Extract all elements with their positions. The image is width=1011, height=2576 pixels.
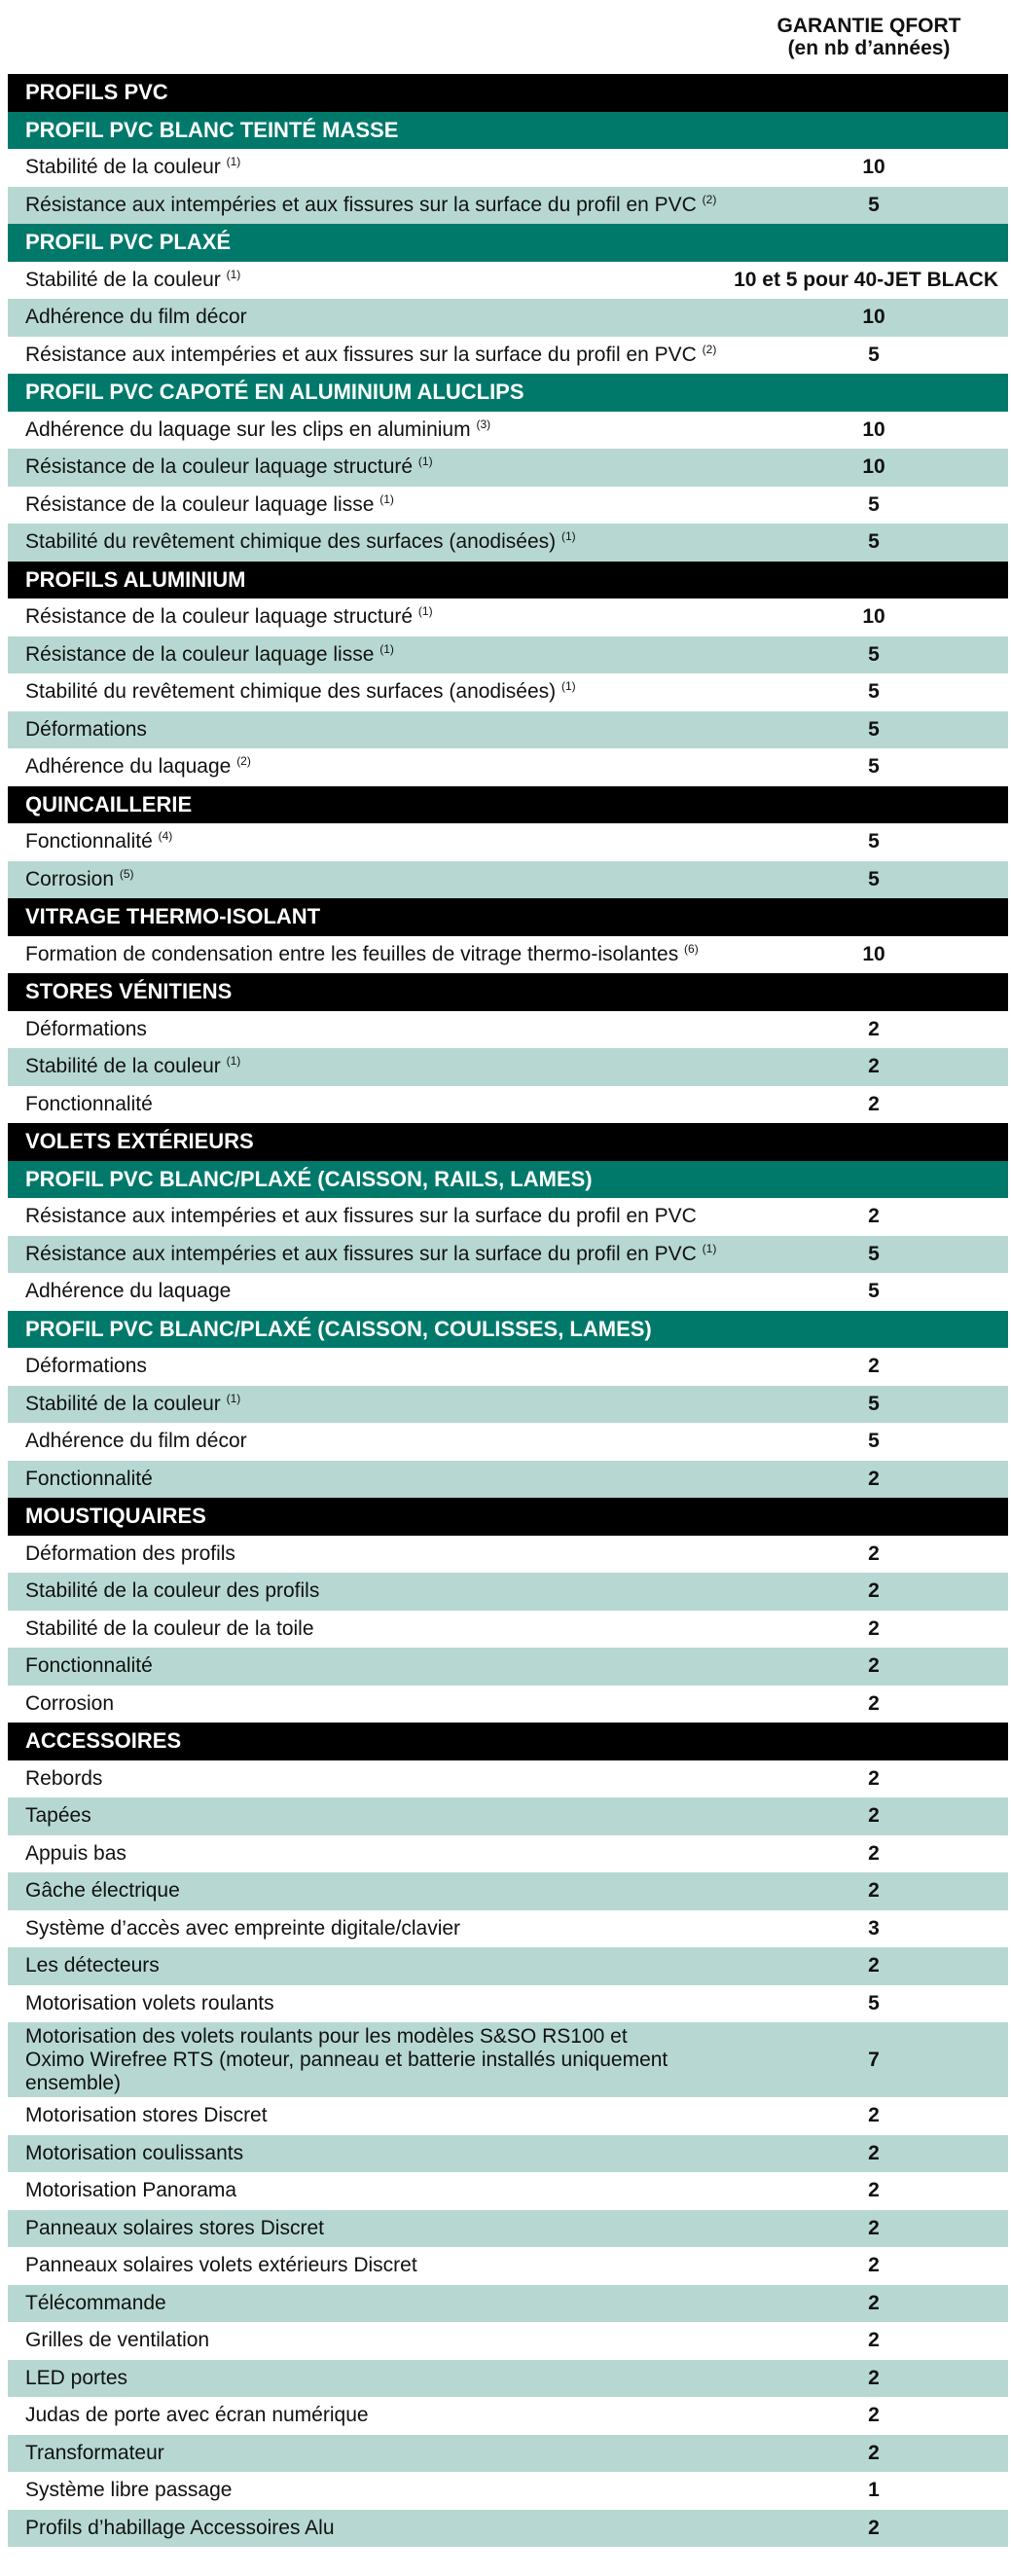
table-row <box>8 861 1008 899</box>
warranty-years-value: 5 <box>868 193 880 216</box>
table-row <box>8 1461 1008 1499</box>
row-label-text: Stabilité de la couleur <box>25 268 221 291</box>
section-header <box>8 898 1008 936</box>
row-label <box>25 1093 687 1116</box>
row-label-text: Panneaux solaires stores Discret <box>25 2216 324 2239</box>
warranty-years-value: 5 <box>868 1280 880 1303</box>
table-row <box>8 2322 1008 2360</box>
footnote-ref: (1) <box>417 454 433 469</box>
warranty-column-title <box>723 15 1011 59</box>
row-label <box>25 1804 687 1828</box>
row-label-text: Rebords <box>25 1766 103 1790</box>
table-row <box>8 673 1008 711</box>
subsection-label: PROFIL PVC CAPOTÉ EN ALUMINIUM ALUCLIPS <box>25 380 524 405</box>
footnote-ref: (1) <box>226 155 241 169</box>
warranty-years-value: 2 <box>868 1841 880 1865</box>
row-label-text: Fonctionnalité <box>25 1092 153 1115</box>
row-label <box>25 2254 687 2277</box>
row-label <box>25 680 687 704</box>
row-label-text: Stabilité de la couleur <box>25 1055 221 1078</box>
row-label <box>25 2479 687 2502</box>
row-label <box>25 269 687 292</box>
row-label <box>25 493 687 517</box>
table-row <box>8 1086 1008 1124</box>
row-label <box>25 192 717 217</box>
table-row <box>8 1947 1008 1985</box>
row-label <box>25 2367 687 2390</box>
warranty-years-value: 2 <box>868 2179 880 2202</box>
row-label <box>25 605 687 629</box>
warranty-years-value: 1 <box>868 2479 880 2502</box>
row-label-text: Résistance aux intempéries et aux fissures sur la surface du profil en PVC <box>25 1242 697 1265</box>
row-label <box>25 1917 687 1941</box>
warranty-table <box>8 74 1008 2547</box>
table-row <box>8 1423 1008 1461</box>
section-header <box>8 1723 1008 1760</box>
row-label <box>25 1992 687 2015</box>
warranty-years-value: 2 <box>868 2104 880 2127</box>
warranty-years-value: 2 <box>868 2216 880 2239</box>
section-header <box>8 74 1008 112</box>
row-label <box>25 2292 687 2315</box>
table-row <box>8 748 1008 786</box>
table-row <box>8 2247 1008 2285</box>
row-label <box>25 1241 717 1266</box>
row-label <box>25 1954 687 1977</box>
table-row <box>8 1835 1008 1873</box>
table-row <box>8 187 1008 225</box>
row-label <box>25 2329 687 2352</box>
row-label <box>25 1393 687 1416</box>
footnote-ref: (6) <box>684 941 699 956</box>
section-label: PROFILS PVC <box>25 80 168 105</box>
row-label <box>25 1692 687 1716</box>
row-label <box>25 530 687 554</box>
warranty-years-value: 2 <box>868 2291 880 2314</box>
row-label-text: Gâche électrique <box>25 1879 180 1903</box>
warranty-years-value: 10 <box>862 455 885 479</box>
warranty-years-value: 5 <box>868 492 880 516</box>
table-row <box>8 2397 1008 2435</box>
warranty-years-value: 5 <box>868 755 880 779</box>
row-label-text: Déformation des profils <box>25 1542 235 1565</box>
row-label-text: Résistance de la couleur laquage structuré <box>25 455 414 479</box>
row-label-text: Motorisation volets roulants <box>25 1991 274 2014</box>
row-label <box>25 2142 687 2165</box>
warranty-years-value: 10 <box>862 942 885 965</box>
row-label-text: Résistance de la couleur laquage structuré <box>25 605 414 629</box>
row-label-text: Adhérence du laquage sur les clips en aluminium <box>25 417 471 441</box>
warranty-title-line2: (en nb d’années) <box>787 37 951 59</box>
row-label <box>25 2104 687 2127</box>
row-label-text: Tapées <box>25 1804 91 1828</box>
table-row <box>8 936 1008 974</box>
warranty-years-value: 2 <box>868 2366 880 2389</box>
row-label <box>25 1205 697 1228</box>
row-label-text: Fonctionnalité <box>25 830 153 853</box>
row-label-text: Résistance aux intempéries et aux fissures sur la surface du profil en PVC <box>25 1205 697 1228</box>
table-row <box>8 449 1008 487</box>
row-label <box>25 342 717 367</box>
warranty-years-value: 2 <box>868 1654 880 1678</box>
subsection-header <box>8 112 1008 150</box>
table-row <box>8 2472 1008 2510</box>
section-label: STORES VÉNITIENS <box>25 979 233 1004</box>
subsection-label: PROFIL PVC PLAXÉ <box>25 230 232 255</box>
footnote-ref: (1) <box>702 1241 717 1255</box>
footnote-ref: (2) <box>702 342 717 356</box>
row-label-text: Fonctionnalité <box>25 1467 153 1490</box>
table-row <box>8 299 1008 337</box>
row-label <box>25 643 687 667</box>
subsection-header <box>8 1311 1008 1349</box>
section-label: PROFILS ALUMINIUM <box>25 566 246 592</box>
row-label-text: Stabilité du revêtement chimique des surfaces (anodisées) <box>25 680 557 704</box>
table-row <box>8 1760 1008 1798</box>
table-row <box>8 262 1008 300</box>
row-label <box>25 2179 687 2202</box>
row-label-text: Déformations <box>25 717 147 741</box>
row-label-text: Stabilité du revêtement chimique des surfaces (anodisées) <box>25 530 557 554</box>
warranty-years-value: 2 <box>868 1467 880 1490</box>
row-label <box>25 830 687 853</box>
row-label-text: Appuis bas <box>25 1841 126 1865</box>
row-label-text: Stabilité de la couleur de la toile <box>25 1616 314 1640</box>
row-label <box>25 1055 687 1078</box>
table-row <box>8 1273 1008 1311</box>
table-row <box>8 711 1008 749</box>
table-row <box>8 1910 1008 1948</box>
warranty-years-value: 2 <box>868 1954 880 1977</box>
warranty-years-value: 2 <box>868 2254 880 2277</box>
row-label-text: Résistance aux intempéries et aux fissures sur la surface du profil en PVC <box>25 193 697 216</box>
warranty-years-value: 5 <box>868 343 880 366</box>
section-header <box>8 786 1008 824</box>
row-label <box>25 1842 687 1866</box>
row-label-text: Stabilité de la couleur des profils <box>25 1579 320 1603</box>
section-label: VOLETS EXTÉRIEURS <box>25 1129 254 1154</box>
footnote-ref: (5) <box>119 866 134 881</box>
warranty-years-value: 2 <box>868 1691 880 1715</box>
row-label <box>25 1767 687 1791</box>
row-label-text: Judas de porte avec écran numérique <box>25 2404 369 2427</box>
warranty-years-value: 5 <box>868 680 880 704</box>
table-row <box>8 1573 1008 1611</box>
row-label <box>25 156 687 179</box>
warranty-years-value: 10 <box>862 306 885 329</box>
warranty-years-value: 2 <box>868 2441 880 2464</box>
warranty-years-value: 5 <box>868 717 880 741</box>
row-label-text: Adhérence du film décor <box>25 306 247 329</box>
footnote-ref: (1) <box>226 267 241 281</box>
table-row <box>8 1872 1008 1910</box>
row-label-text: Motorisation Panorama <box>25 2179 237 2202</box>
warranty-years-value: 10 <box>862 605 885 629</box>
row-label-text: Résistance de la couleur laquage lisse <box>25 492 375 516</box>
table-row <box>8 1648 1008 1686</box>
warranty-years-value: 2 <box>868 2141 880 2164</box>
footnote-ref: (4) <box>158 829 173 844</box>
section-label: ACCESSOIRES <box>25 1728 182 1754</box>
row-label-text: Formation de condensation entre les feuilles de vitrage thermo-isolantes <box>25 942 679 965</box>
row-label <box>25 1280 687 1303</box>
table-row <box>8 1011 1008 1049</box>
row-label-text: Les détecteurs <box>25 1954 160 1977</box>
section-header <box>8 1123 1008 1161</box>
row-label-text: Télécommande <box>25 2291 166 2314</box>
table-row <box>8 1611 1008 1649</box>
table-row <box>8 2435 1008 2473</box>
warranty-years-value: 5 <box>868 1242 880 1265</box>
table-header <box>8 0 1009 71</box>
row-label-text: Transformateur <box>25 2441 164 2464</box>
row-label <box>25 2025 687 2095</box>
footnote-ref: (1) <box>560 679 576 694</box>
row-label-text: Motorisation des volets roulants pour les modèles S&SO RS100 et Oximo Wirefree RTS (moteur, panneau et batterie installés uniquement ensemble) <box>25 2024 668 2094</box>
table-row <box>8 636 1008 674</box>
table-row <box>8 2510 1008 2548</box>
row-label-text: Stabilité de la couleur <box>25 156 221 179</box>
row-label <box>25 306 687 329</box>
table-row <box>8 2172 1008 2210</box>
footnote-ref: (2) <box>236 754 251 769</box>
footnote-ref: (1) <box>379 641 394 656</box>
subsection-label: PROFIL PVC BLANC/PLAXÉ (CAISSON, COULISSES, LAMES) <box>25 1316 652 1341</box>
table-row <box>8 2022 1008 2097</box>
warranty-years-value: 2 <box>868 1055 880 1078</box>
warranty-years-value: 5 <box>868 867 880 890</box>
row-label <box>25 1018 687 1041</box>
subsection-label: PROFIL PVC BLANC TEINTÉ MASSE <box>25 117 399 142</box>
row-label <box>25 2442 687 2465</box>
section-header <box>8 1498 1008 1536</box>
warranty-years-value: 2 <box>868 1017 880 1040</box>
row-label <box>25 1430 687 1453</box>
warranty-years-value: 3 <box>868 1916 880 1940</box>
footnote-ref: (1) <box>226 1391 241 1405</box>
warranty-years-value: 2 <box>868 1205 880 1228</box>
footnote-ref: (1) <box>379 491 394 506</box>
table-row <box>8 2360 1008 2398</box>
row-label <box>25 941 699 966</box>
table-row <box>8 1797 1008 1835</box>
warranty-years-value: 2 <box>868 1616 880 1640</box>
row-label <box>25 1468 687 1491</box>
section-label: QUINCAILLERIE <box>25 791 193 816</box>
row-label-text: Motorisation coulissants <box>25 2141 244 2164</box>
row-label-text: Motorisation stores Discret <box>25 2104 268 2127</box>
footnote-ref: (1) <box>417 604 433 619</box>
subsection-header <box>8 374 1008 412</box>
row-label-text: Stabilité de la couleur <box>25 1392 221 1415</box>
subsection-header <box>8 1161 1008 1199</box>
table-row <box>8 823 1008 861</box>
warranty-years-value: 7 <box>868 2048 880 2071</box>
table-row <box>8 2210 1008 2248</box>
row-label-text: Profils d’habillage Accessoires Alu <box>25 2516 335 2539</box>
warranty-years-value: 5 <box>868 1430 880 1453</box>
section-label: MOUSTIQUAIRES <box>25 1504 206 1529</box>
warranty-title-line1: GARANTIE QFORT <box>776 15 961 37</box>
table-row <box>8 1536 1008 1574</box>
warranty-years-value: 5 <box>868 830 880 853</box>
row-label <box>25 868 687 891</box>
row-label-text: Panneaux solaires volets extérieurs Discret <box>25 2254 417 2277</box>
warranty-years-value: 10 <box>862 156 885 179</box>
footnote-ref: (3) <box>476 417 491 431</box>
row-label-text: Déformations <box>25 1355 147 1378</box>
table-row <box>8 524 1008 562</box>
table-row <box>8 337 1008 375</box>
warranty-years-value: 5 <box>868 1991 880 2014</box>
row-label-text: Adhérence du laquage <box>25 1280 232 1303</box>
table-row <box>8 1198 1008 1236</box>
table-row <box>8 149 1008 187</box>
row-label <box>25 1579 687 1603</box>
row-label-text: Fonctionnalité <box>25 1654 153 1678</box>
warranty-years-value: 2 <box>868 2516 880 2539</box>
warranty-years-value: 10 <box>862 417 885 441</box>
row-label <box>25 718 687 742</box>
row-label <box>25 1617 687 1641</box>
footnote-ref: (1) <box>560 529 576 544</box>
row-label-text: LED portes <box>25 2366 128 2389</box>
row-label-text: Résistance aux intempéries et aux fissures sur la surface du profil en PVC <box>25 343 697 366</box>
row-label <box>25 1542 687 1566</box>
table-row <box>8 1686 1008 1723</box>
row-label-text: Résistance de la couleur laquage lisse <box>25 642 375 666</box>
warranty-years-value: 2 <box>868 1879 880 1903</box>
row-label <box>25 455 687 479</box>
warranty-years-value: 5 <box>868 530 880 554</box>
row-label-text: Déformations <box>25 1017 147 1040</box>
row-label-text: Système d’accès avec empreinte digitale/clavier <box>25 1916 461 1940</box>
subsection-label: PROFIL PVC BLANC/PLAXÉ (CAISSON, RAILS, LAMES) <box>25 1166 593 1191</box>
row-label <box>25 1355 687 1378</box>
row-label-text: Adhérence du film décor <box>25 1430 247 1453</box>
warranty-years-value: 5 <box>868 642 880 666</box>
row-label <box>25 418 687 442</box>
row-label-text: Grilles de ventilation <box>25 2329 210 2352</box>
row-label <box>25 1654 687 1678</box>
warranty-years-value: 2 <box>868 2329 880 2352</box>
table-row <box>8 1236 1008 1274</box>
table-row <box>8 412 1008 450</box>
footnote-ref: (1) <box>226 1054 241 1069</box>
warranty-years-value: 2 <box>868 1092 880 1115</box>
section-label: VITRAGE THERMO-ISOLANT <box>25 904 321 929</box>
table-row <box>8 2097 1008 2135</box>
section-header <box>8 562 1008 599</box>
warranty-years-value: 2 <box>868 1579 880 1603</box>
table-row <box>8 1048 1008 1086</box>
warranty-years-value: 2 <box>868 1766 880 1790</box>
footnote-ref: (2) <box>702 192 717 206</box>
subsection-header <box>8 224 1008 262</box>
row-label <box>25 1879 687 1903</box>
row-label <box>25 2517 687 2540</box>
table-row <box>8 1348 1008 1386</box>
table-row <box>8 487 1008 525</box>
table-row <box>8 2135 1008 2173</box>
warranty-years-value: 2 <box>868 1804 880 1828</box>
section-header <box>8 973 1008 1011</box>
row-label-text: Corrosion <box>25 1691 115 1715</box>
row-label-text: Adhérence du laquage <box>25 755 232 779</box>
table-row <box>8 2285 1008 2323</box>
warranty-years-value: 5 <box>868 1392 880 1415</box>
table-row <box>8 1386 1008 1424</box>
row-label-text: Système libre passage <box>25 2479 233 2502</box>
row-label <box>25 2404 687 2427</box>
table-row <box>8 1985 1008 2023</box>
row-label <box>25 755 687 779</box>
row-label-text: Corrosion <box>25 867 115 890</box>
table-row <box>8 599 1008 636</box>
warranty-years-value: 10 et 5 pour 40-JET BLACK <box>734 268 998 291</box>
warranty-years-value: 2 <box>868 1542 880 1565</box>
warranty-years-value: 2 <box>868 2404 880 2427</box>
row-label <box>25 2217 687 2240</box>
warranty-years-value: 2 <box>868 1355 880 1378</box>
